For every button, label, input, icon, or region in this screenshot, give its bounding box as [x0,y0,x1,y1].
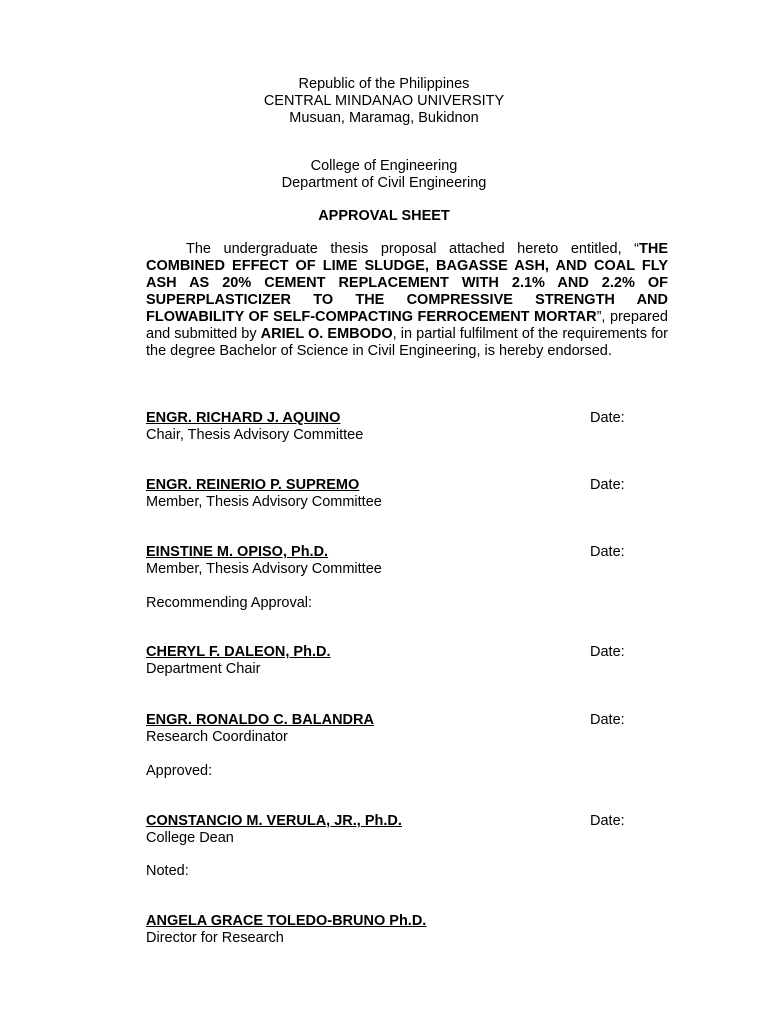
date-label: Date: [590,644,625,660]
signatory-name: EINSTINE M. OPISO, Ph.D. [146,544,329,560]
signatory-role: Research Coordinator [146,729,288,745]
signatory-block [146,644,668,678]
thesis-title: THE COMBINED EFFECT OF LIME SLUDGE, BAGASSE ASH, AND COAL FLY ASH AS 20% CEMENT REPLACEMENT WITH 2.1% AND 2.2% OF SUPERPLASTICIZER TO THE COMPRESSIVE STRENGTH AND FLOWABILITY OF SELF-COMPACTING FERROCEMENT MORTAR [146,241,668,325]
date-label: Date: [590,410,625,426]
signatory-name: ENGR. RICHARD J. AQUINO [146,410,341,426]
college-block [0,158,768,192]
signatory-name: ANGELA GRACE TOLEDO-BRUNO Ph.D. [146,913,427,929]
approved-label: Approved: [146,763,213,779]
date-label: Date: [590,813,625,829]
date-label: Date: [590,477,625,493]
signatory-block [146,813,668,847]
signatory-block [146,477,668,511]
signatory-name: CHERYL F. DALEON, Ph.D. [146,644,331,660]
signatory-role: Member, Thesis Advisory Committee [146,494,382,510]
noted-label: Noted: [146,863,189,879]
signatory-role: College Dean [146,830,234,846]
endorsement-mid: ”, prepared and submitted by [146,309,668,342]
department-name: Department of Civil Engineering [281,175,487,191]
signatory-role: Chair, Thesis Advisory Committee [146,427,364,443]
signatory-block [146,410,668,444]
date-label: Date: [590,544,625,560]
signatory-name: ENGR. RONALDO C. BALANDRA [146,712,374,728]
endorsement-outro: , in partial fulfilment of the requirements for the degree Bachelor of Science in Civil Engineering, is hereby endorsed. [146,326,668,359]
signatory-name: ENGR. REINERIO P. SUPREMO [146,477,360,493]
signatory-role: Member, Thesis Advisory Committee [146,561,382,577]
date-label: Date: [590,712,625,728]
letterhead-country: Republic of the Philippines [298,76,470,92]
letterhead-address: Musuan, Maramag, Bukidnon [289,110,479,126]
signatory-role: Director for Research [146,930,284,946]
signatory-block [146,913,668,947]
signatory-block [146,712,668,746]
endorsement-intro: The undergraduate thesis proposal attached hereto entitled, “ [186,241,639,257]
college-name: College of Engineering [310,158,458,174]
signatory-block [146,544,668,578]
document-title: APPROVAL SHEET [318,208,450,224]
letterhead-university: CENTRAL MINDANAO UNIVERSITY [263,93,505,109]
recommending-approval-label: Recommending Approval: [146,595,313,611]
signatory-name: CONSTANCIO M. VERULA, JR., Ph.D. [146,813,402,829]
author-name: ARIEL O. EMBODO [260,326,393,342]
signatory-role: Department Chair [146,661,261,677]
letterhead [0,76,768,127]
endorsement-paragraph [146,241,668,360]
